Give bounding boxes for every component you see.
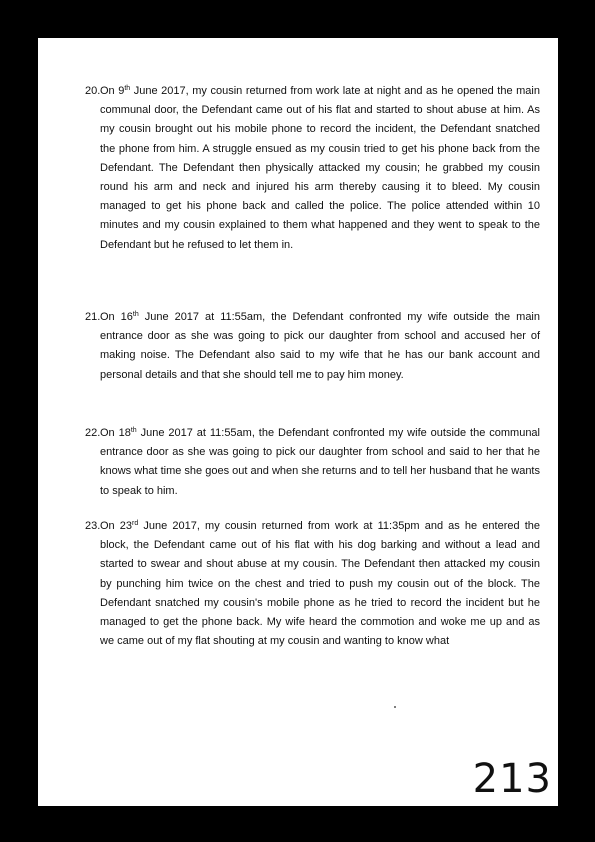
document-page — [38, 38, 558, 806]
paragraph-text: On 16th June 2017 at 11:55am, the Defendant confronted my wife outside the main entrance door as she was going to pick our daughter from school and accused her of making noise. The Defendant also said to my wife that he has our bank account and personal details and that she should tell me to pay him money. — [100, 311, 540, 381]
paragraph-number: 23. — [85, 520, 101, 532]
paragraph-number: 22. — [85, 427, 101, 439]
paragraph-21 — [85, 308, 540, 385]
paragraph-number: 21. — [85, 311, 101, 323]
paragraph-20 — [85, 82, 540, 255]
paragraph-23 — [85, 517, 541, 651]
page-number: 213 — [472, 756, 552, 802]
paragraph-text: On 23rd June 2017, my cousin returned from work at 11:35pm and as he entered the block, the Defendant came out of his flat with his dog barking and without a lead and started to swear and shout abuse at my cousin. The Defendant then attacked my cousin by punching him twice on the chest and tried to push my cousin out of the block. The Defendant snatched my cousin's mobile phone as he tried to record the incident but he managed to get the phone back. My wife heard the commotion and woke me up and as we came out of my flat shouting at my cousin and wanting to know what — [100, 520, 541, 648]
paragraph-text: On 18th June 2017 at 11:55am, the Defendant confronted my wife outside the communal entrance door as she was going to pick our daughter from school and said to her that he knows what time she goes out and when she returns and to tell her husband that he wants to speak to him. — [100, 427, 540, 497]
paragraph-22 — [85, 424, 540, 501]
paragraph-number: 20. — [85, 85, 101, 97]
paragraph-text: On 9th June 2017, my cousin returned from work late at night and as he opened the main communal door, the Defendant came out of his flat and started to shout abuse at him. As my cousin brought out his mobile phone to record the incident, the Defendant snatched the phone from him. A struggle ensued as my cousin tried to get his phone back from the Defendant. The Defendant then physically attacked my cousin; he grabbed my cousin round his arm and neck and injured his arm thereby causing it to bleed. My cousin managed to get his phone back and called the police. The police attended within 10 minutes and my cousin explained to them what happened and they went to speak to the Defendant but he refused to let them in. — [100, 85, 540, 251]
speck — [394, 706, 396, 708]
